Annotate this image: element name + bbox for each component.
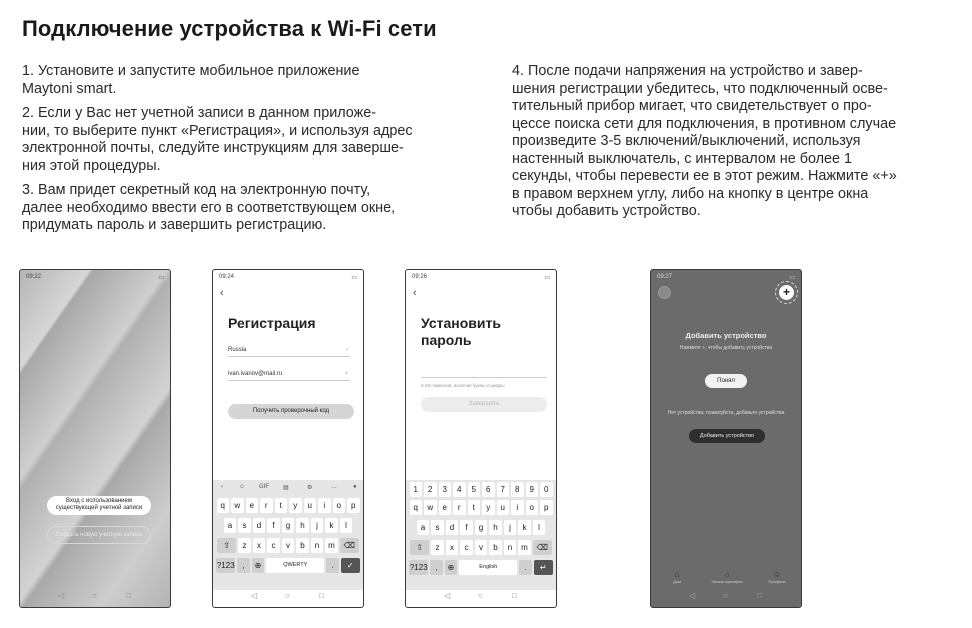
nav-recent-icon[interactable]: □ (512, 591, 517, 600)
tab-profile-label: Профиль (768, 579, 786, 584)
phone-screen-welcome (19, 269, 171, 608)
letter-key-u[interactable]: u (304, 498, 317, 513)
email-field[interactable] (228, 371, 350, 381)
nav-back-icon[interactable]: ◁ (444, 591, 451, 600)
letter-key-e[interactable]: e (439, 500, 452, 515)
letter-key-w[interactable]: w (231, 498, 244, 513)
backspace-icon[interactable]: ⌫ (533, 540, 552, 555)
status-time: 09:27 (657, 274, 673, 280)
letter-key-j[interactable]: j (504, 520, 517, 535)
key-row-1 (213, 498, 363, 513)
letter-key-x[interactable]: x (253, 538, 266, 553)
phone-screen-add-device (650, 269, 802, 608)
got-it-button[interactable]: Понял (705, 374, 747, 388)
letter-key-x[interactable]: x (446, 540, 459, 555)
letter-key-y[interactable]: y (482, 500, 495, 515)
letter-key-u[interactable]: u (497, 500, 510, 515)
letter-key-g[interactable]: g (475, 520, 488, 535)
collapse-icon[interactable]: ‹ (221, 484, 223, 490)
battery-icon: ▭ (158, 275, 164, 281)
email-value: ivan.ivanov@mail.ru (228, 371, 283, 377)
letter-key-i[interactable]: i (511, 500, 524, 515)
letter-key-q[interactable]: q (217, 498, 230, 513)
nav-home-icon[interactable]: ○ (723, 591, 728, 600)
letter-key-w[interactable]: w (424, 500, 437, 515)
globe-icon[interactable]: ⊕ (445, 560, 458, 575)
step-1: 1. Установите и запустите мобильное приложение Maytoni smart. (22, 63, 360, 97)
comma-key[interactable]: , (237, 558, 250, 573)
nav-recent-icon[interactable]: □ (757, 591, 762, 600)
period-key[interactable]: . (519, 560, 532, 575)
letter-key-l[interactable]: l (533, 520, 546, 535)
letter-key-z[interactable]: z (431, 540, 444, 555)
phone-screen-registration (212, 269, 364, 608)
clipboard-icon[interactable]: ▤ (283, 485, 289, 491)
step-3: 3. Вам придет секретный код на электронную почту, далее необходимо ввести его в соответствующем окне, придумать пароль и завершить регистрацию. (22, 182, 396, 233)
instructions-right (512, 63, 942, 228)
country-field[interactable] (228, 347, 350, 357)
clear-icon[interactable]: × (344, 371, 348, 377)
letter-key-o[interactable]: o (333, 498, 346, 513)
bottom-tab-bar (651, 570, 801, 586)
letter-key-c[interactable]: c (267, 538, 280, 553)
nav-back-icon[interactable]: ◁ (689, 591, 696, 600)
keyboard (213, 480, 363, 590)
digit-row (406, 482, 556, 497)
letter-key-j[interactable]: j (311, 518, 324, 533)
empty-state-text: Нет устройства, пожалуйста, добавьте устройства (667, 410, 785, 416)
android-nav-bar (213, 585, 363, 607)
battery-icon: ▭ (789, 275, 795, 281)
nav-recent-icon[interactable]: □ (319, 591, 324, 600)
letter-key-n[interactable]: n (311, 538, 324, 553)
key-row-4 (406, 560, 556, 575)
key-row-4 (213, 558, 363, 573)
page-title: Подключение устройства к Wi-Fi сети (22, 16, 437, 41)
letter-key-o[interactable]: o (526, 500, 539, 515)
more-icon[interactable]: … (331, 484, 337, 490)
digit-key-2[interactable]: 2 (424, 482, 437, 497)
status-bar (219, 274, 357, 284)
key-row-2 (213, 518, 363, 533)
status-time: 09:22 (26, 274, 42, 280)
finish-button[interactable]: Завершить (421, 397, 547, 412)
tab-scenes[interactable] (707, 570, 747, 584)
mode-key[interactable]: ?123 (409, 560, 428, 575)
letter-key-a[interactable]: a (417, 520, 430, 535)
space-key[interactable]: QWERTY (266, 558, 324, 573)
chevron-right-icon: › (346, 347, 348, 353)
letter-key-h[interactable]: h (296, 518, 309, 533)
key-row-3 (406, 540, 556, 555)
letter-key-p[interactable]: p (540, 500, 553, 515)
nav-back-icon[interactable]: ◁ (251, 591, 258, 600)
add-device-title: Добавить устройство (685, 331, 767, 340)
letter-key-k[interactable]: k (325, 518, 338, 533)
login-existing-account-button[interactable]: Вход с использованием существующей учетной записи (47, 496, 151, 515)
tab-home-label: Дом (673, 579, 681, 584)
digit-key-0[interactable]: 0 (540, 482, 553, 497)
letter-key-d[interactable]: d (446, 520, 459, 535)
letter-key-l[interactable]: l (340, 518, 353, 533)
letter-key-s[interactable]: s (431, 520, 444, 535)
status-bar (657, 274, 795, 284)
create-account-button[interactable]: Создать новую учетную запись (47, 526, 151, 544)
back-chevron-icon[interactable]: ‹ (220, 287, 224, 299)
letter-key-q[interactable]: q (410, 500, 423, 515)
emoji-icon[interactable]: ☺ (239, 484, 246, 490)
letter-key-t[interactable]: t (468, 500, 481, 515)
digit-key-3[interactable]: 3 (439, 482, 452, 497)
letter-key-v[interactable]: v (475, 540, 488, 555)
add-device-button[interactable]: Добавить устройство (689, 429, 765, 443)
enter-check-icon[interactable]: ✓ (341, 558, 360, 573)
letter-key-s[interactable]: s (238, 518, 251, 533)
nav-recent-icon[interactable]: □ (126, 591, 131, 600)
nav-back-icon[interactable]: ◁ (58, 591, 65, 600)
get-code-button[interactable]: Получить проверочный код (228, 404, 354, 419)
step-4: 4. После подачи напряжения на устройство и завер- шения регистрации убедитесь, что подключенный осве- тительный прибор мигает, что свидетельствует о про- цессе поиска сети для подключения, в противном случае произведите 3-5 включений/выключений, используя настенный выключатель, с интервалом не более 1 секунды, чтобы перевести ее в этот режим. Нажмите «+» в правом верхнем углу, либо на кнопку в центре окна чтобы добавить устройство. (512, 63, 897, 219)
letter-key-k[interactable]: k (518, 520, 531, 535)
tab-home[interactable] (657, 570, 697, 584)
nav-home-icon[interactable]: ○ (92, 591, 97, 600)
battery-icon: ▭ (544, 275, 550, 281)
digit-key-4[interactable]: 4 (453, 482, 466, 497)
battery-icon: ▭ (351, 275, 357, 281)
letter-key-f[interactable]: f (460, 520, 473, 535)
letter-key-m[interactable]: m (518, 540, 531, 555)
status-time: 09:24 (219, 274, 235, 280)
status-bar (412, 274, 550, 284)
letter-key-d[interactable]: d (253, 518, 266, 533)
step-2: 2. Если у Вас нет учетной записи в данном приложе- нии, то выберите пункт «Регистрация», и используя адрес электронной почты, следуйте инструкциям для заверше- ния этой процедуры. (22, 105, 413, 174)
letter-key-m[interactable]: m (325, 538, 338, 553)
screen-title: Регистрация (228, 315, 316, 331)
status-bar (26, 274, 164, 284)
home-icon: ⌂ (674, 570, 680, 579)
key-row-1 (406, 500, 556, 515)
country-value: Russia (228, 347, 247, 353)
android-nav-bar (651, 585, 801, 607)
status-time: 09:26 (412, 274, 428, 280)
keyboard-toolbar (213, 482, 363, 494)
letter-key-b[interactable]: b (489, 540, 502, 555)
digit-key-9[interactable]: 9 (526, 482, 539, 497)
key-row-2 (406, 520, 556, 535)
letter-key-i[interactable]: i (318, 498, 331, 513)
instructions-left (22, 63, 462, 242)
letter-key-b[interactable]: b (296, 538, 309, 553)
digit-key-5[interactable]: 5 (468, 482, 481, 497)
gif-key[interactable]: GIF (259, 484, 269, 490)
keyboard (406, 480, 556, 590)
tab-profile[interactable] (757, 570, 797, 584)
letter-key-r[interactable]: r (453, 500, 466, 515)
comma-key[interactable]: , (430, 560, 443, 575)
add-device-subtitle: Нажмите +, чтобы добавить устройства (679, 345, 773, 351)
digit-key-1[interactable]: 1 (410, 482, 423, 497)
settings-icon[interactable]: ⚙ (307, 485, 313, 491)
android-nav-bar (20, 585, 170, 607)
letter-key-t[interactable]: t (275, 498, 288, 513)
backspace-icon[interactable]: ⌫ (340, 538, 359, 553)
avatar[interactable] (658, 286, 671, 299)
letter-key-h[interactable]: h (489, 520, 502, 535)
digit-key-7[interactable]: 7 (497, 482, 510, 497)
profile-icon: ☺ (772, 570, 782, 579)
letter-key-r[interactable]: r (260, 498, 273, 513)
android-nav-bar (406, 585, 556, 607)
nav-home-icon[interactable]: ○ (285, 591, 290, 600)
key-row-3 (213, 538, 363, 553)
add-plus-icon[interactable]: + (779, 285, 794, 300)
shift-icon[interactable]: ⇧ (217, 538, 236, 553)
mic-icon[interactable]: ● (353, 484, 357, 490)
enter-arrow-icon[interactable]: ↵ (534, 560, 553, 575)
mode-key[interactable]: ?123 (216, 558, 235, 573)
shift-icon[interactable]: ⇧ (410, 540, 429, 555)
globe-icon[interactable]: ⊕ (252, 558, 265, 573)
letter-key-a[interactable]: a (224, 518, 237, 533)
period-key[interactable]: . (326, 558, 339, 573)
space-key[interactable]: English (459, 560, 517, 575)
phone-screen-set-password (405, 269, 557, 608)
letter-key-z[interactable]: z (238, 538, 251, 553)
tab-scenes-label: Умные сценарии (711, 579, 743, 584)
letter-key-f[interactable]: f (267, 518, 280, 533)
letter-key-n[interactable]: n (504, 540, 517, 555)
back-chevron-icon[interactable]: ‹ (413, 287, 417, 299)
letter-key-e[interactable]: e (246, 498, 259, 513)
letter-key-v[interactable]: v (282, 538, 295, 553)
digit-key-6[interactable]: 6 (482, 482, 495, 497)
screen-title: Установить пароль (421, 315, 501, 348)
digit-key-8[interactable]: 8 (511, 482, 524, 497)
password-hint: 6-20 символов, включая буквы и цифры (421, 383, 505, 388)
scenes-icon: ☼ (723, 570, 731, 579)
password-field[interactable] (421, 374, 547, 378)
letter-key-c[interactable]: c (460, 540, 473, 555)
letter-key-g[interactable]: g (282, 518, 295, 533)
nav-home-icon[interactable]: ○ (478, 591, 483, 600)
letter-key-p[interactable]: p (347, 498, 360, 513)
letter-key-y[interactable]: y (289, 498, 302, 513)
